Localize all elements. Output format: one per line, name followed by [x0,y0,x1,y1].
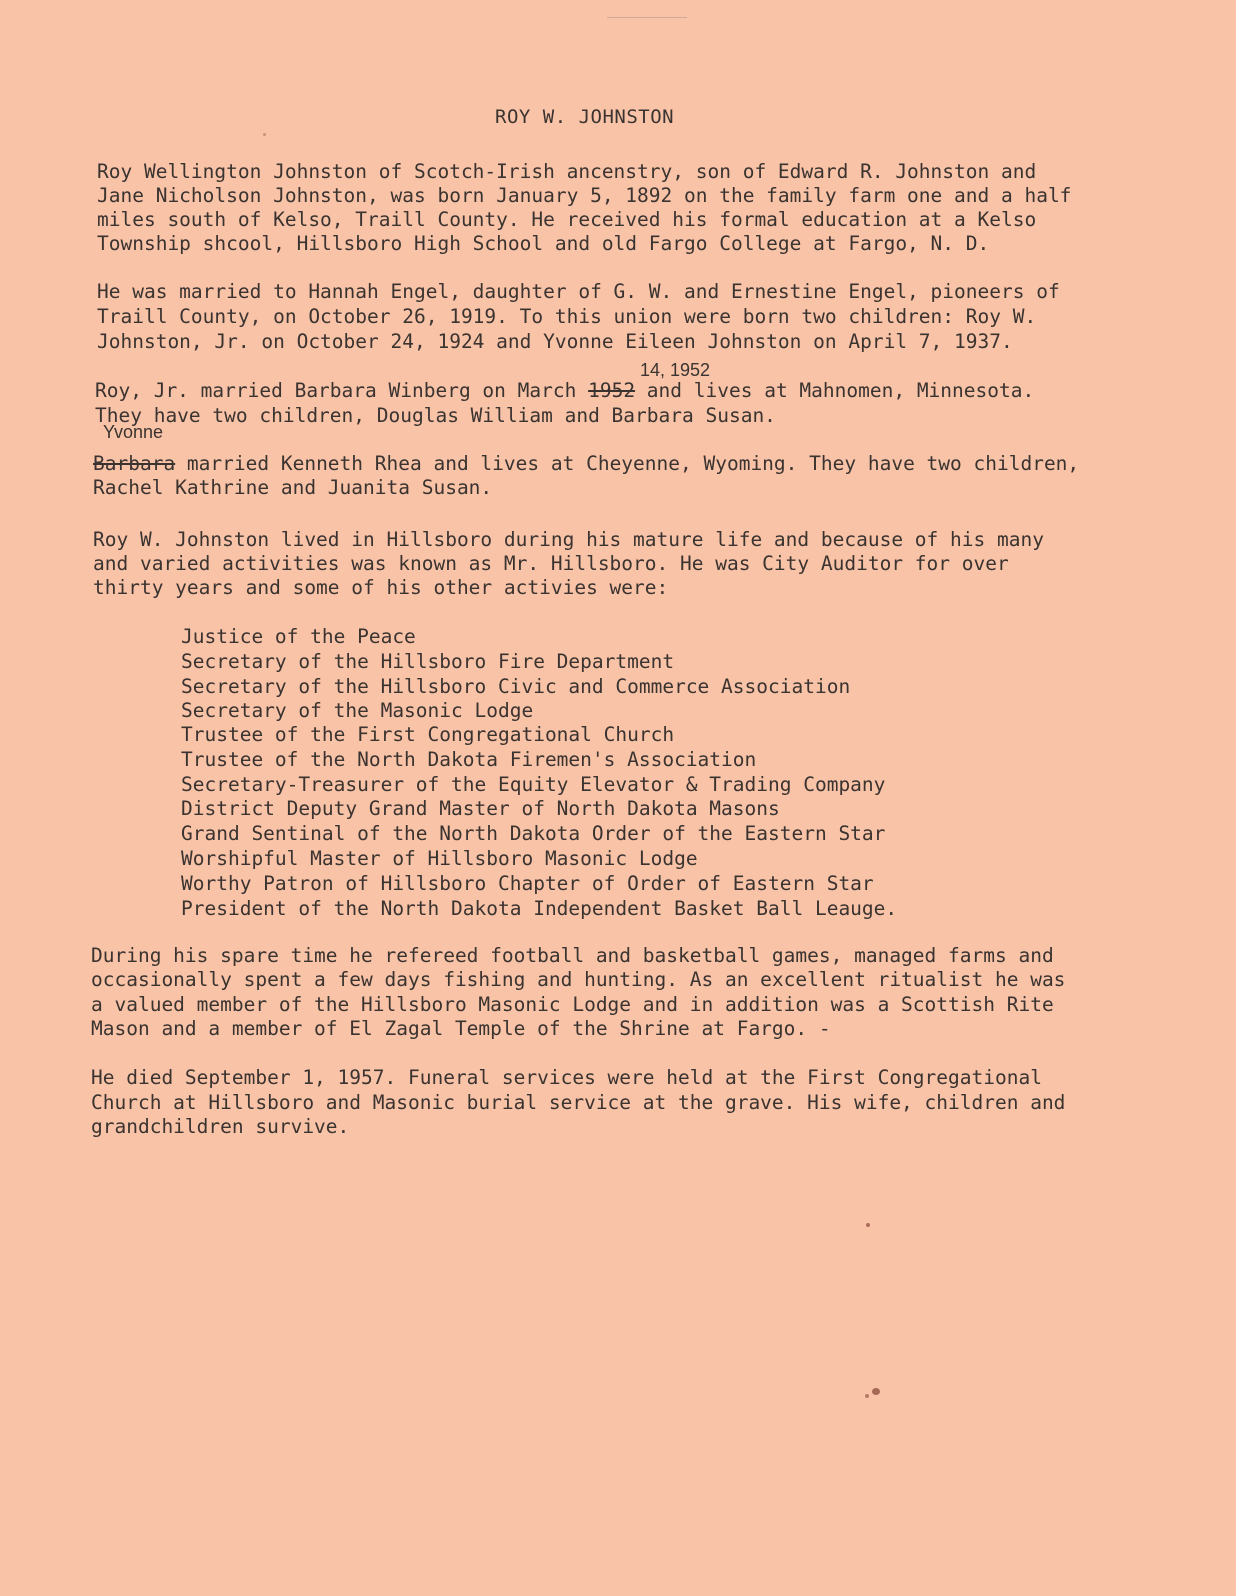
activity-item: District Deputy Grand Master of North Dakota Masons [181,797,780,820]
activity-item: Justice of the Peace [181,625,416,648]
para1-line4: Township shcool, Hillsboro High School and old Fargo College at Fargo, N. D. [97,232,990,255]
paper-stain [865,1394,869,1398]
para6-line3: a valued member of the Hillsboro Masonic Lodge and in addition was a Scottish Rite [91,993,1054,1016]
struck-year: 1952 [588,379,636,402]
para1-line1: Roy Wellington Johnston of Scotch-Irish ancenstry, son of Edward R. Johnston and [97,160,1037,183]
para2-line1: He was married to Hannah Engel, daughter of G. W. and Ernestine Engel, pioneers of [97,280,1060,303]
para5-line2: and varied activities was known as Mr. Hillsboro. He was City Auditor for over [93,552,1009,575]
para7-line2: Church at Hillsboro and Masonic burial service at the grave. His wife, children and [91,1091,1066,1114]
activity-item: Trustee of the North Dakota Firemen's Association [181,748,757,771]
activity-item: Worshipful Master of Hillsboro Masonic Lodge [181,847,698,870]
struck-name: Barbara [93,452,176,475]
activity-item: Grand Sentinal of the North Dakota Order of the Eastern Star [181,822,886,845]
para1-line2: Jane Nicholson Johnston, was born January 5, 1892 on the family farm one and a half [97,184,1072,207]
paper-stain [872,1388,880,1395]
activity-item: Secretary of the Hillsboro Fire Department [181,650,675,673]
para1-line3: miles south of Kelso, Traill County. He received his formal education at a Kelso [97,208,1037,231]
para4-line1 [93,452,1079,476]
para3-line1-prefix: Roy, Jr. married Barbara Winberg on March [95,379,589,402]
para2-line3: Johnston, Jr. on October 24, 1924 and Yvonne Eileen Johnston on April 7, 1937. [97,330,1013,353]
page-title: ROY W. JOHNSTON [495,106,675,128]
handwritten-date: 14, 1952 [640,360,711,380]
handwritten-name: Yvonne [103,422,164,442]
paper-speck [866,1223,870,1227]
paper-speck [263,133,266,136]
para7-line3: grandchildren survive. [91,1115,350,1138]
para3-line2: They have two children, Douglas William and Barbara Susan. [95,404,776,427]
activity-item: Trustee of the First Congregational Church [181,723,675,746]
para3-line1-suffix: and lives at Mahnomen, Minnesota. [635,379,1035,402]
activity-item: Secretary of the Masonic Lodge [181,699,534,722]
para7-line1: He died September 1, 1957. Funeral services were held at the First Congregational [91,1066,1042,1089]
para3-line1 [95,379,1034,403]
para5-line3: thirty years and some of his other activies were: [93,576,669,599]
para4-line1-suffix: married Kenneth Rhea and lives at Cheyenne, Wyoming. They have two children, [175,452,1080,475]
para6-line2: occasionally spent a few days fishing and hunting. As an excellent ritualist he was [91,968,1066,991]
activity-item: Secretary of the Hillsboro Civic and Commerce Association [181,675,851,698]
activity-item: Secretary-Treasurer of the Equity Elevator & Trading Company [181,773,886,796]
para5-line1: Roy W. Johnston lived in Hillsboro during his mature life and because of his many [93,528,1044,551]
activity-item: Worthy Patron of Hillsboro Chapter of Order of Eastern Star [181,872,874,895]
para6-line4: Mason and a member of El Zagal Temple of the Shrine at Fargo. - [91,1017,831,1040]
para6-line1: During his spare time he refereed football and basketball games, managed farms and [91,944,1054,967]
staple-mark [607,17,687,22]
para4-line2: Rachel Kathrine and Juanita Susan. [93,476,493,499]
activity-item: President of the North Dakota Independent Basket Ball Leauge. [181,897,898,920]
para2-line2: Traill County, on October 26, 1919. To this union were born two children: Roy W. [97,305,1037,328]
